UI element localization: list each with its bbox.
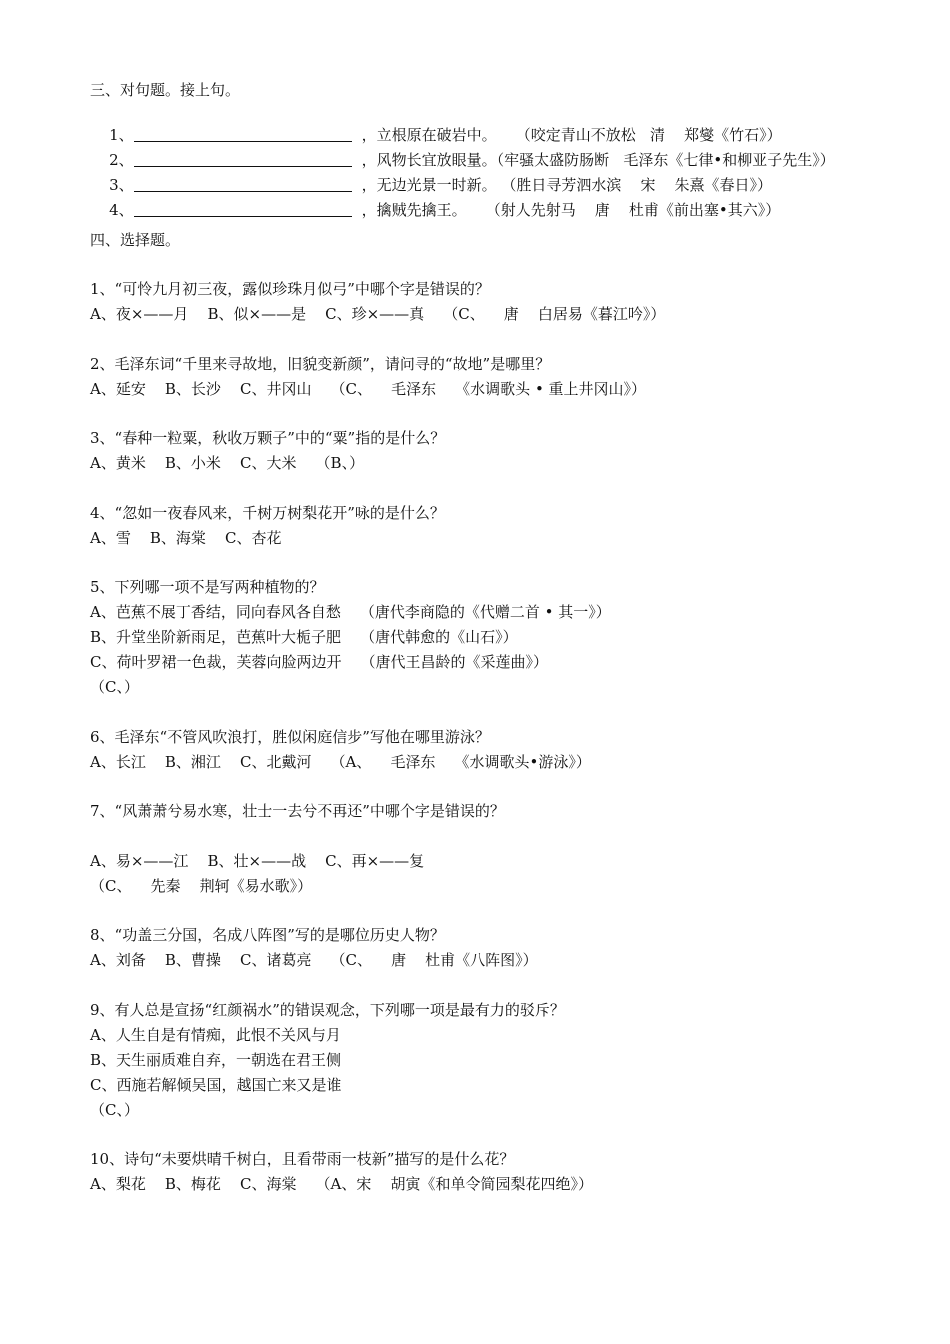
options-7: A、易×——江 B、壮×——战 C、再×——复 (90, 852, 425, 870)
options-1: A、夜×——月 B、似×——是 C、珍×——真 （C、 唐 白居易《暮江吟》） (90, 305, 666, 323)
options-3: A、黄米 B、小米 C、大米 （B、） (90, 454, 365, 472)
answer-9: （C、） (90, 1101, 139, 1119)
item-number: 1、 (109, 126, 134, 144)
question-6: 6、毛泽东“不管风吹浪打，胜似闲庭信步”写他在哪里游泳？ (90, 728, 490, 746)
options-6: A、长江 B、湘江 C、北戴河 （A、 毛泽东 《水调歌头•游泳》） (90, 753, 591, 771)
item-number: 4、 (109, 201, 134, 219)
answer-7: （C、 先秦 荆轲《易水歌》） (90, 877, 313, 895)
item-text: ，擒贼先擒王。 （射人先射马 唐 杜甫《前出塞•其六》） (361, 201, 781, 219)
question-2: 2、毛泽东词“千里来寻故地，旧貌变新颜”，请问寻的“故地”是哪里？ (90, 355, 551, 373)
item-number: 3、 (109, 176, 134, 194)
question-8: 8、“功盖三分国，名成八阵图”写的是哪位历史人物？ (90, 926, 445, 944)
options-8: A、刘备 B、曹操 C、诸葛亮 （C、 唐 杜甫《八阵图》） (90, 951, 538, 969)
question-4: 4、“忽如一夜春风来，千树万树梨花开”咏的是什么？ (90, 504, 445, 522)
item-text: ，立根原在破岩中。 （咬定青山不放松 清 郑燮《竹石》） (361, 126, 782, 144)
option-5a: A、芭蕉不展丁香结，同向春风各自愁 （唐代李商隐的《代赠二首 • 其一》） (90, 603, 611, 621)
options-4: A、雪 B、海棠 C、杏花 (90, 529, 282, 547)
item-number: 2、 (109, 151, 134, 169)
question-7: 7、“风萧萧兮易水寒，壮士一去兮不再还”中哪个字是错误的？ (90, 802, 505, 820)
question-10: 10、诗句“未要烘晴千树白，且看带雨一枝新”描写的是什么花？ (90, 1150, 515, 1168)
section3-title: 三、对句题。接上句。 (90, 81, 241, 99)
options-2: A、延安 B、长沙 C、井冈山 （C、 毛泽东 《水调歌头 • 重上井冈山》） (90, 380, 647, 398)
options-10: A、梨花 B、梅花 C、海棠 （A、宋 胡寅《和单令简园梨花四绝》） (90, 1175, 593, 1193)
section4-title: 四、选择题。 (90, 231, 181, 249)
option-5c: C、荷叶罗裙一色裁，芙蓉向脸两边开 （唐代王昌龄的《采莲曲》） (90, 653, 549, 671)
item-text: ，风物长宜放眼量。（牢骚太盛防肠断 毛泽东《七律•和柳亚子先生》） (361, 151, 835, 169)
option-9b: B、天生丽质难自弃，一朝选在君王侧 (90, 1051, 342, 1069)
option-5b: B、升堂坐阶新雨足，芭蕉叶大栀子肥 （唐代韩愈的《山石》） (90, 628, 518, 646)
answer-blank (134, 202, 352, 217)
item-text: ，无边光景一时新。 （胜日寻芳泗水滨 宋 朱熹《春日》） (361, 176, 773, 194)
question-3: 3、“春种一粒粟，秋收万颗子”中的“粟”指的是什么？ (90, 429, 446, 447)
option-9c: C、西施若解倾吴国，越国亡来又是谁 (90, 1076, 342, 1094)
question-5: 5、下列哪一项不是写两种植物的？ (90, 578, 325, 596)
answer-5: （C、） (90, 678, 139, 696)
question-9: 9、有人总是宣扬“红颜祸水”的错误观念，下列哪一项是最有力的驳斥？ (90, 1001, 565, 1019)
option-9a: A、人生自是有情痴，此恨不关风与月 (90, 1026, 341, 1044)
question-1: 1、“可怜九月初三夜，露似珍珠月似弓”中哪个字是错误的？ (90, 280, 490, 298)
couplet-item-4 (90, 180, 780, 240)
